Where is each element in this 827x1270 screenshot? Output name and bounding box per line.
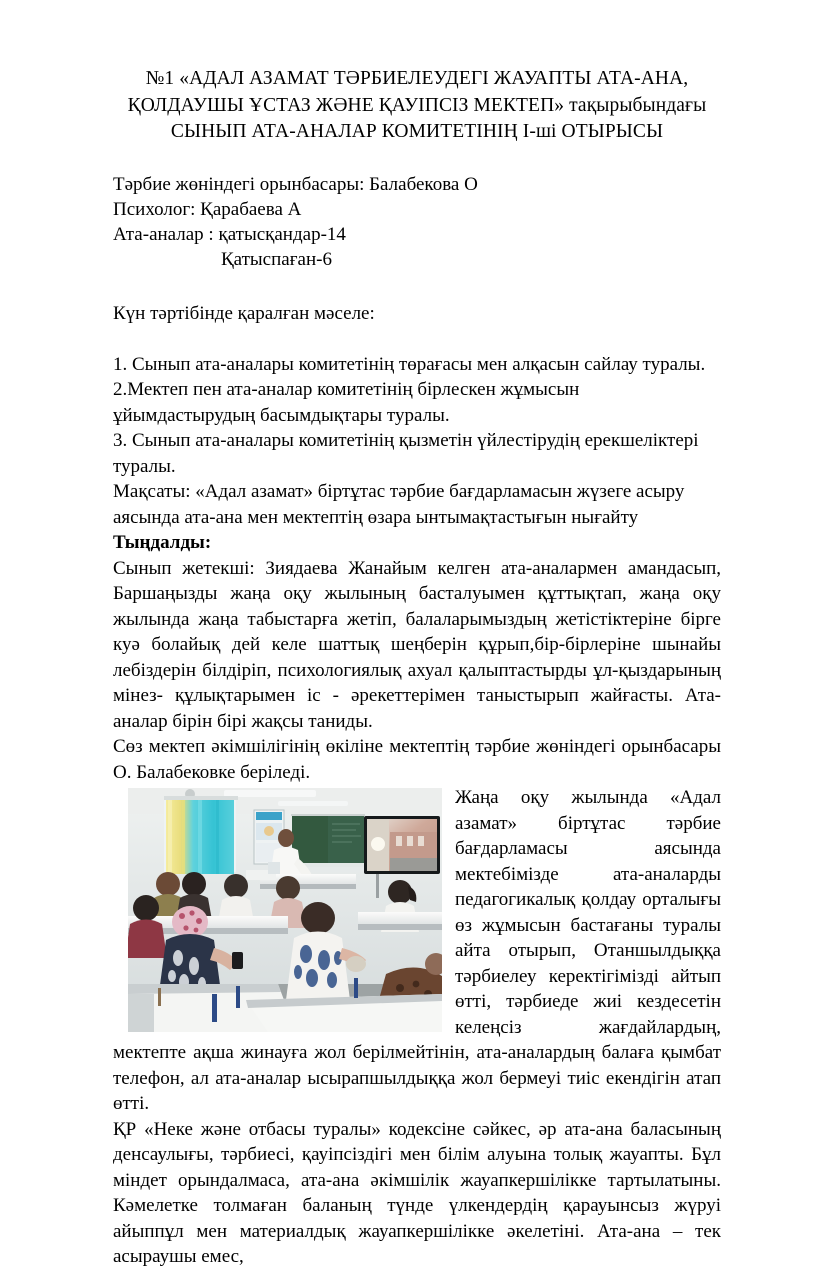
listened-paragraph-3: Жаңа оқу жылында «Адал азамат» біртұтас тәрбие бағдарламасы аясында мектебімізде ата-аналарды педагогикалық қолдау орталығы өз жұмысын бастағаны туралы айта отырып, Отаншылдыққа тәрбиелеу керектігімізді айтып өтті, тәрбиеде жиі кездесетін келеңсіз жағдайлардың, мектепте ақша жинауға жол берілмейтінін, ата-аналардың балаға қымбат телефон, ал ата-аналар ысырапшылдыққа жол бермеуі тиіс екендігін атап өтті.: [113, 787, 721, 1114]
meta-parents-absent: Қатыспаған-6: [221, 248, 332, 270]
meta-parents-attended: Ата-аналар : қатысқандар-14: [113, 223, 346, 245]
agenda-header: Күн тәртібінде қаралған мәселе:: [113, 302, 375, 324]
section-heading-listened: Тыңдалды:: [113, 532, 212, 553]
classroom-meeting-photo: [128, 788, 442, 1032]
listened-paragraph-4: ҚР «Неке және отбасы туралы» кодексіне сәйкес, әр ата-ана баласының денсаулығы, тәрбиесі, қауіпсіздігі мен білім алуына толық жауапты. Бұл міндет орындалмаса, ата-ана әкімшілік жауапкершілікке тартылатыны. Кәмелетке толмаған баланың түнде үлкендердің қарауынсыз жүруі айыппұл мен материалдық жауапкершілікке әкелетіні. Ата-ана – тек асыраушы емес,: [113, 1118, 721, 1267]
photo-graphic: [128, 788, 442, 1032]
title-line-1: №1 «АДАЛ АЗАМАТ ТӘРБИЕЛЕУДЕГІ ЖАУАПТЫ АТА-АНА,: [145, 68, 689, 89]
agenda-item-2: 2.Мектеп пен ата-аналар комитетінің бірлескен жұмысын ұйымдастырудың басымдықтары туралы.: [113, 379, 580, 426]
listened-paragraph-1: Сынып жетекші: Зиядаева Жанайым келген ата-аналармен амандасып, Баршаңызды жаңа оқу жылының басталуымен құттықтап, жаңа оқу жылында жаңа табыстарға жетіп, балаларымыздың жетістіктеріне бірге куә болайық дей келе шаттық шеңберін құрып,бір-бірлеріне шынайы лебіздерін білдіріп, психологиялық ахуал қалыптастырды ұл-қыздарының мінез- құлықтарымен іс - әрекеттерімен таныстырып жайғасты. Ата-аналар бірін бірі жақсы таниды.: [113, 557, 721, 732]
title-line-3: СЫНЫП АТА-АНАЛАР КОМИТЕТІНІҢ I-ші ОТЫРЫСЫ: [170, 121, 664, 142]
meeting-goal: Мақсаты: «Адал азамат» біртұтас тәрбие бағдарламасын жүзеге асыру аясында ата-ана мен мектептің өзара ынтымақтастығын нығайту: [113, 481, 685, 528]
listened-paragraph-2: Сөз мектеп әкімшілігінің өкіліне мектептің тәрбие жөніндегі орынбасары О. Балабековке беріледі.: [113, 736, 721, 783]
document-content: [113, 66, 721, 1270]
title-line-2: ҚОЛДАУШЫ ҰСТАЗ ЖӘНЕ ҚАУІПСІЗ МЕКТЕП» тақырыбындағы: [127, 94, 707, 116]
agenda-item-1: 1. Сынып ата-аналары комитетінің төрағасы мен алқасын сайлау туралы.: [113, 353, 706, 375]
meta-psychologist: Психолог: Қарабаева А: [113, 198, 302, 220]
photo-wrap-section: [113, 785, 721, 1117]
page-title: [113, 66, 721, 146]
agenda-item-3: 3. Сынып ата-аналары комитетінің қызметін үйлестірудің ерекшеліктері туралы.: [113, 430, 699, 477]
meta-deputy-director: Тәрбие жөніндегі орынбасары: Балабекова О: [113, 173, 478, 195]
meeting-metadata: [113, 172, 721, 272]
agenda-list: [113, 352, 721, 480]
